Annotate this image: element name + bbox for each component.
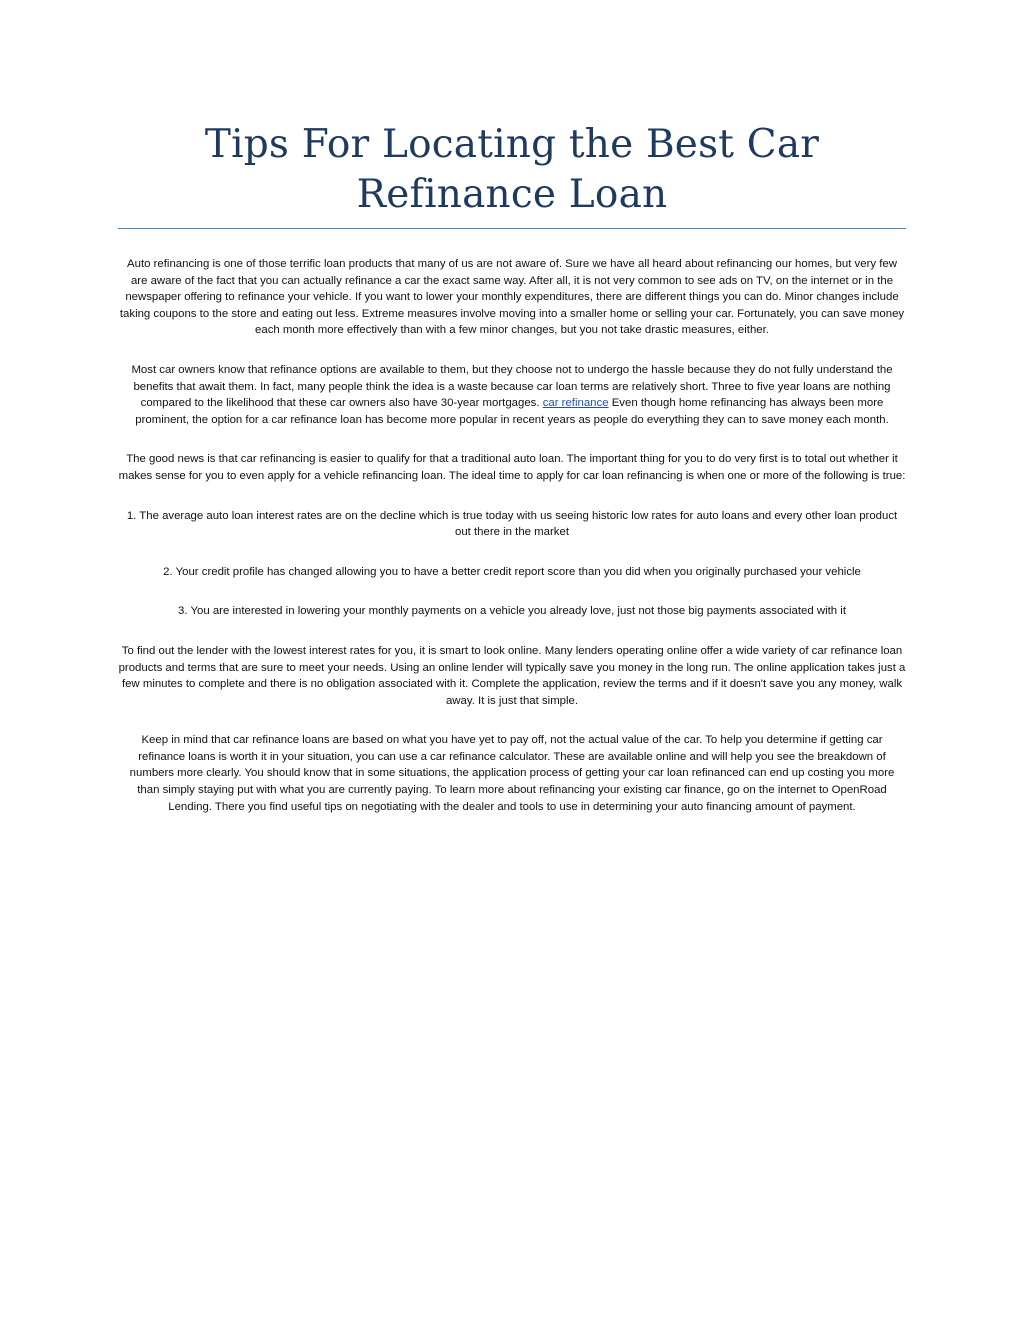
document-page (118, 120, 906, 838)
list-item-3: 3. You are interested in lowering your monthly payments on a vehicle you already love, just not those big payments associated with it (178, 605, 846, 618)
car-refinance-link[interactable]: car refinance (542, 397, 609, 410)
list-item-2: 2. Your credit profile has changed allowing you to have a better credit report score than you did when you originally purchased your vehicle (163, 565, 861, 578)
list-item-1: 1. The average auto loan interest rates are on the decline which is true today with us seeing historic low rates for auto loans and every other loan product out there in the market (126, 509, 898, 539)
paragraph-good-news: The good news is that car refinancing is easier to qualify for that a traditional auto loan. The important thing for you to do very first is to total out whether it makes sense for you to even apply for a vehicle refinancing loan. The ideal time to apply for car loan refinancing is when one or more of the following is true: (118, 453, 906, 482)
paragraph-car-owners-text-2: Even though home refinancing has always been more prominent, the option for a car refinance loan has become more popular in recent years as people do everything they can to save money each month. (135, 397, 889, 426)
paragraph-car-owners-text-1: Most car owners know that refinance options are available to them, but they choose not to undergo the hassle because they do not fully understand the benefits that await them. In fact, many people think the idea is a waste because car loan terms are relatively short. Three to five year loans are nothing compared to the likelihood that these car owners also have 30-year mortgages. (131, 363, 893, 410)
paragraph-intro: Auto refinancing is one of those terrific loan products that many of us are not aware of. Sure we have all heard about refinancing our homes, but very few are aware of the fact that you can actually refinance a car the exact same way. After all, it is not very common to see ads on TV, on the internet or in the newspaper offering to refinance your vehicle. If you want to lower your monthly expenditures, there are different things you can do. Minor changes include taking coupons to the store and eating out less. Extreme measures involve moving into a smaller home or selling your car. Fortunately, you can save money each month more effectively than with a few minor changes, but you not take drastic measures, either. (119, 258, 905, 337)
paragraph-keep-in-mind: Keep in mind that car refinance loans are based on what you have yet to pay off, not the actual value of the car. To help you determine if getting car refinance loans is worth it in your situation, you can use a car refinance calculator. These are available online and will help you see the breakdown of numbers more clearly. You should know that in some situations, the application process of getting your car loan refinanced can end up costing you more than simply staying put with what you are currently paying. To learn more about refinancing your existing car finance, go on the internet to OpenRoad Lending. There you find useful tips on negotiating with the dealer and tools to use in determining your auto financing amount of payment. (129, 734, 895, 813)
article-body (118, 256, 906, 815)
page-title: Tips For Locating the Best Car Refinance Loan (118, 120, 906, 229)
paragraph-find-lender: To find out the lender with the lowest interest rates for you, it is smart to look online. Many lenders operating online offer a wide variety of car refinance loan products and terms that are sure to meet your needs. Using an online lender will typically save you money in the long run. The online application takes just a few minutes to complete and there is no obligation associated with it. Complete the application, review the terms and if it doesn't save you any money, walk away. It is just that simple. (118, 644, 906, 707)
paragraph-car-owners (118, 362, 906, 428)
